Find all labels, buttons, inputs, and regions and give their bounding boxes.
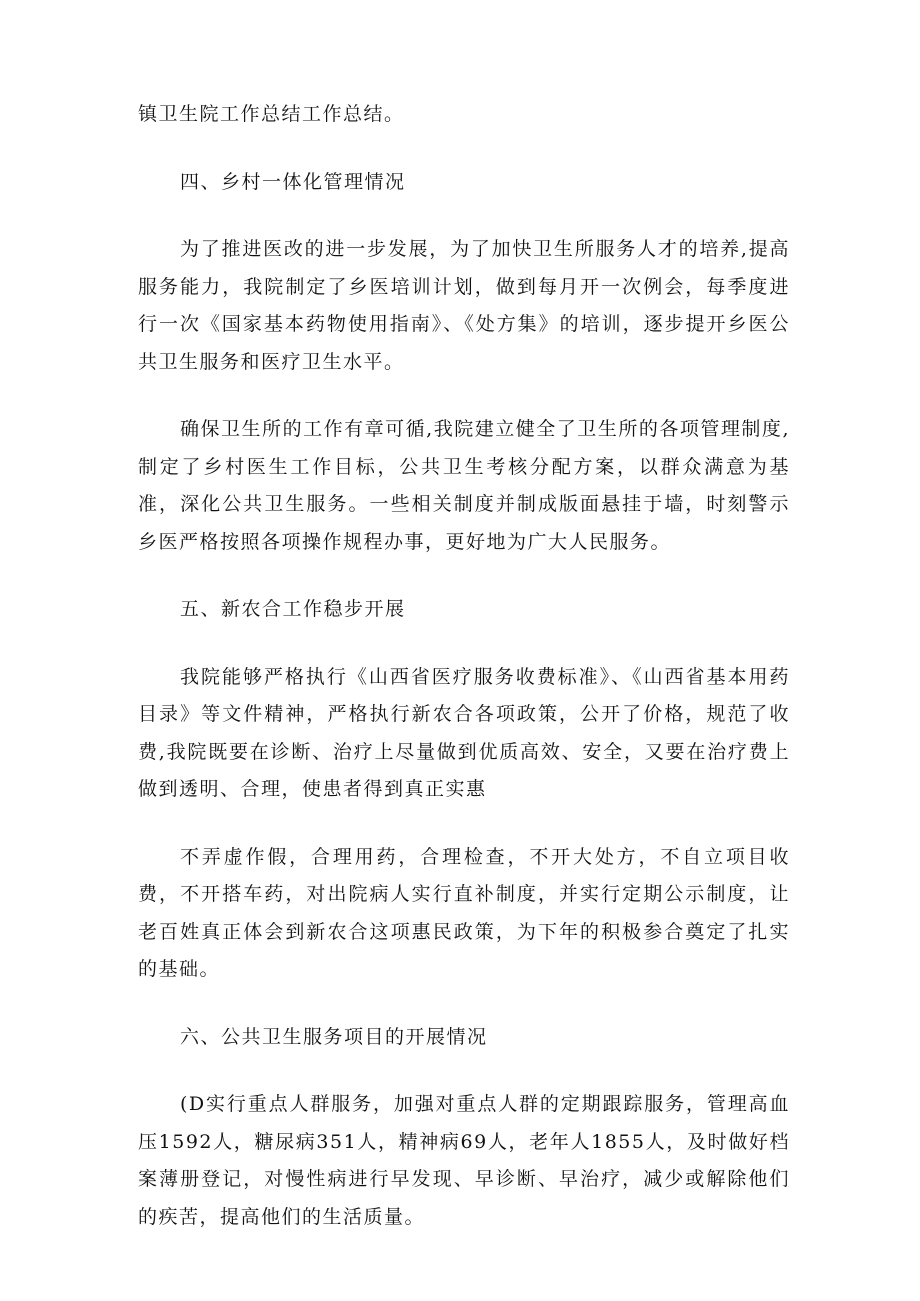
document-body [138, 96, 790, 1266]
continuation-paragraph: 镇卫生院工作总结工作总结。 [138, 103, 405, 125]
section-heading-5: 五、新农合工作稳步开展 [180, 598, 406, 620]
section-heading-4: 四、乡村一体化管理情况 [180, 170, 406, 193]
paragraph-public-disclosure: 不弄虚作假，合理用药，合理检查，不开大处方，不自立项目收费，不开搭车药，对出院病人实行直补制度，并实行定期公示制度，让老百姓真正体会到新农合这项惠民政策，为下年的积极参合奠定了扎实的基础。 [138, 845, 790, 980]
paragraph-key-population: (D实行重点人群服务，加强对重点人群的定期跟踪服务，管理高血压1592人，糖尿病351人，精神病69人，老年人1855人，及时做好档案薄册登记，对慢性病进行早发现、早诊断、早治疗，减少或解除他们的疾苦，提高他们的生活质量。 [138, 1093, 790, 1228]
paragraph-medical-reform: 为了推进医改的进一步发展，为了加快卫生所服务人才的培养,提高服务能力，我院制定了乡医培训计划，做到每月开一次例会，每季度进行一次《国家基本药物使用指南》、《处方集》的培训，逐步提开乡医公共卫生服务和医疗卫生水平。 [138, 238, 790, 373]
paragraph-management-system: 确保卫生所的工作有章可循,我院建立健全了卫生所的各项管理制度,制定了乡村医生工作目标，公共卫生考核分配方案，以群众满意为基准，深化公共卫生服务。一些相关制度并制成版面悬挂于墙，时刻警示乡医严格按照各项操作规程办事，更好地为广大人民服务。 [138, 418, 790, 553]
section-heading-6: 六、公共卫生服务项目的开展情况 [180, 1025, 488, 1048]
paragraph-fee-standards: 我院能够严格执行《山西省医疗服务收费标准》、《山西省基本用药目录》等文件精神，严格执行新农合各项政策，公开了价格，规范了收费,我院既要在诊断、治疗上尽量做到优质高效、安全，又要在治疗费上做到透明、合理，使患者得到真正实惠 [138, 665, 790, 800]
